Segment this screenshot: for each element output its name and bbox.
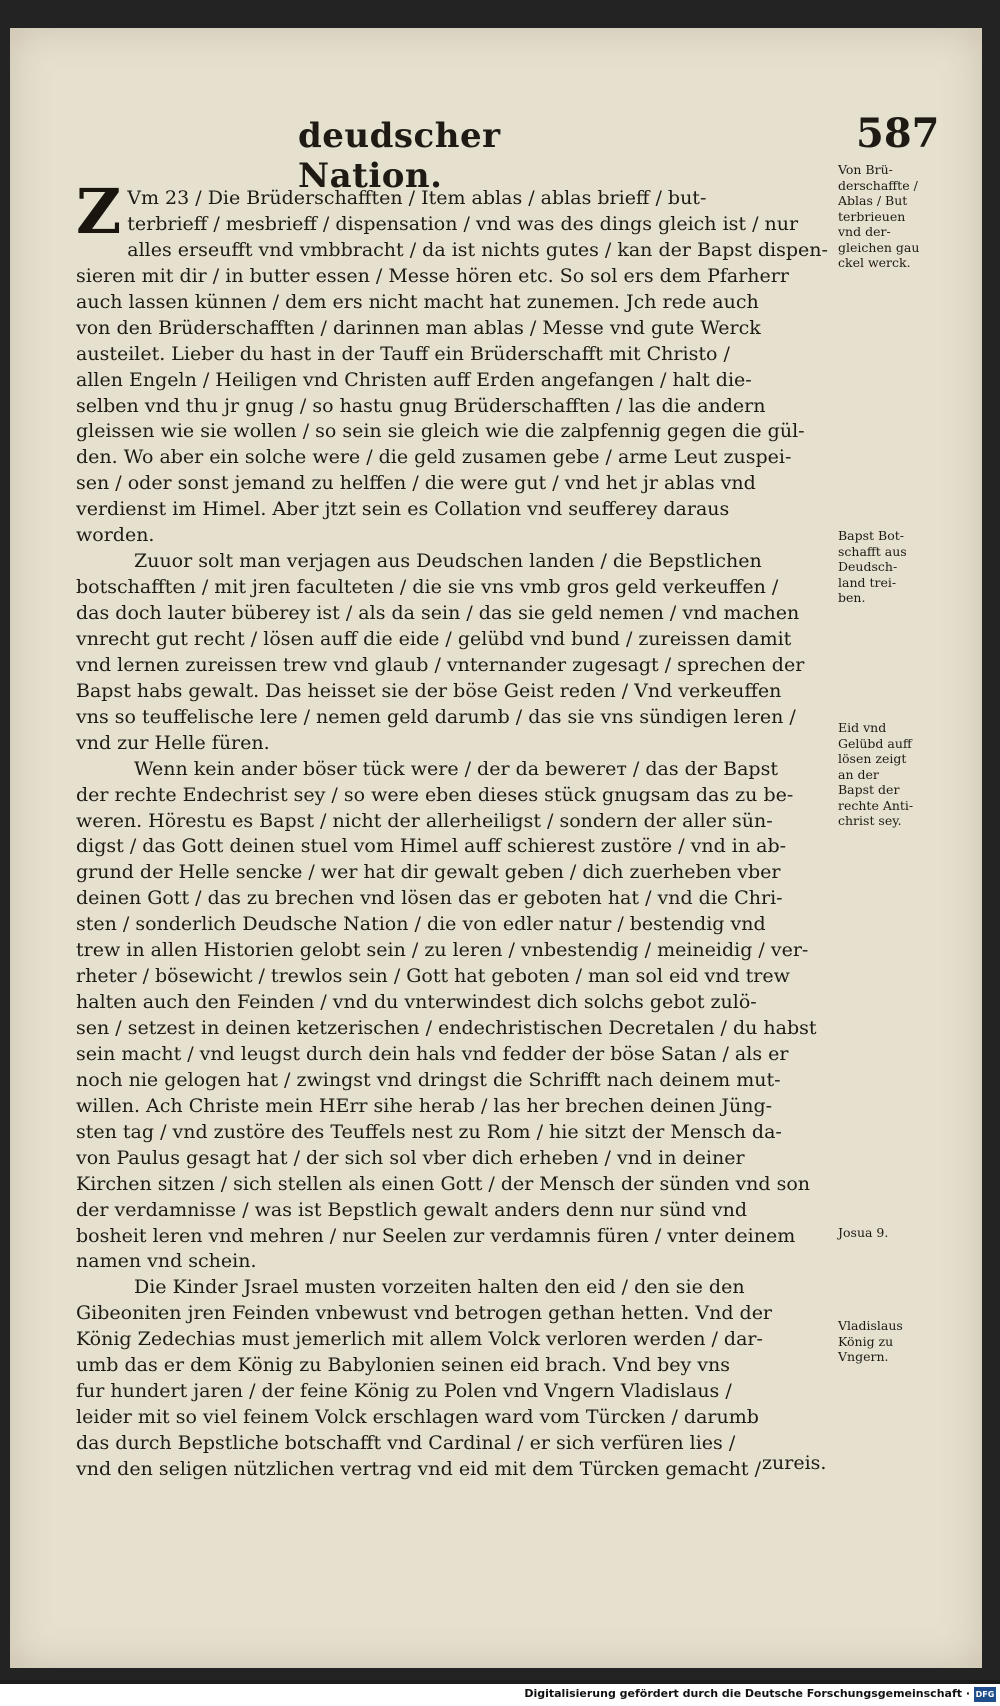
text-line: der verdamnisse / was ist Bepstlich gewalt anders denn nur sünd vnd <box>76 1198 748 1221</box>
text-line: bosheit leren vnd mehren / nur Seelen zur verdamnis füren / vnter deinem <box>76 1224 796 1247</box>
catchword: zureis. <box>762 1452 827 1474</box>
text-line: sieren mit dir / in butter essen / Messe hören etc. So sol ers dem Pfarherr <box>76 264 789 287</box>
text-line: trew in allen Historien gelobt sein / zu leren / vnbestendig / meineidig / ver- <box>76 939 809 962</box>
marginal-note-line: Von Brü- <box>838 162 893 177</box>
text-line: deinen Gott / das zu brechen vnd lösen das er geboten hat / vnd die Chri- <box>76 887 783 910</box>
text-line: fur hundert jaren / der feine König zu Polen vnd Vngern Vladislaus / <box>76 1380 732 1403</box>
marginal-note-line: Josua 9. <box>838 1225 889 1240</box>
text-line: Gibeoniten jren Feinden vnbewust vnd betrogen gethan hetten. Vnd der <box>76 1302 773 1325</box>
text-line: vns so teuffelische lere / nemen geld darumb / das sie vns sündigen leren / <box>76 705 796 728</box>
text-line: Bapst habs gewalt. Das heisset sie der böse Geist reden / Vnd verkeuffen <box>76 679 782 702</box>
text-line: vnd den seligen nützlichen vertrag vnd eid mit dem Türcken gemacht / <box>76 1457 761 1480</box>
text-line: leider mit so viel feinem Volck erschlagen ward vom Türcken / darumb <box>76 1406 759 1429</box>
marginal-note-2 <box>838 528 934 606</box>
text-line: botschafften / mit jren faculteten / die sie vns vmb gros geld verkeuffen / <box>76 576 779 599</box>
text-line: gleissen wie sie wollen / so sein sie gleich wie die zalpfennig gegen die gül- <box>76 420 805 443</box>
text-line: das doch lauter büberey ist / als da sein / das sie geld nemen / vnd machen <box>76 602 800 624</box>
paragraph-3 <box>76 757 834 1276</box>
marginal-note-4 <box>838 1225 934 1241</box>
text-line: weren. Hörestu es Bapst / nicht der allerheiligst / sondern der aller sün- <box>76 809 773 832</box>
marginal-note-line: terbrieuen <box>838 208 906 224</box>
marginal-note-line: Gelübd auff <box>838 735 912 751</box>
text-line: digst / das Gott deinen stuel vom Himel auff schierest zustöre / vnd in ab- <box>76 835 787 858</box>
marginal-note-3 <box>838 720 934 829</box>
text-line: allen Engeln / Heiligen vnd Christen auff Erden angefangen / halt die- <box>76 368 752 391</box>
paragraph-2 <box>76 549 834 757</box>
marginal-note-line: König zu <box>838 1333 894 1349</box>
marginal-note-line: Deudsch- <box>838 559 898 574</box>
marginal-note-line: vnd der- <box>838 224 891 239</box>
text-line: Zuuor solt man verjagen aus Deudschen landen / die Bepstlichen <box>134 550 762 573</box>
drop-capital: Z <box>76 175 122 248</box>
text-line: sten tag / vnd zustöre des Teuffels nest zu Rom / hie sitzt der Mensch da- <box>76 1120 782 1143</box>
dfg-logo-icon: DFG <box>974 1687 996 1702</box>
paragraph-1 <box>76 175 834 549</box>
marginal-note-line: derschaffte / <box>838 177 918 193</box>
text-line: Kirchen sitzen / sich stellen als einen Gott / der Mensch der sünden vnd son <box>76 1172 811 1195</box>
marginal-note-line: rechte Anti- <box>838 797 914 813</box>
marginal-note-line: gleichen gau <box>838 239 920 255</box>
digitization-footer <box>0 1684 1000 1706</box>
text-line: von Paulus gesagt hat / der sich sol vber dich erheben / vnd in deiner <box>76 1146 745 1169</box>
marginal-note-line: ben. <box>838 590 866 605</box>
text-line: den. Wo aber ein solche were / die geld zusamen gebe / arme Leut zuspei- <box>76 446 792 469</box>
marginal-note-line: christ sey. <box>838 813 902 828</box>
text-line: sein macht / vnd leugst durch dein hals vnd fedder der böse Satan / als er <box>76 1042 789 1065</box>
text-line: worden. <box>76 524 155 547</box>
funding-credit: Digitalisierung gefördert durch die Deutsche Forschungsgemeinschaft · <box>524 1687 970 1700</box>
text-line: von den Brüderschafften / darinnen man ablas / Messe vnd gute Werck <box>76 316 761 339</box>
marginal-note-1 <box>838 162 934 271</box>
text-line: das durch Bepstliche botschafft vnd Cardinal / er sich verfüren lies / <box>76 1432 736 1454</box>
marginal-note-line: schafft aus <box>838 543 907 559</box>
text-line: Die Kinder Jsrael musten vorzeiten halten den eid / den sie den <box>134 1276 745 1299</box>
text-line: austeilet. Lieber du hast in der Tauff ein Brüderschafft mit Christo / <box>76 342 730 365</box>
marginal-note-line: Eid vnd <box>838 720 887 735</box>
page-number: 587 <box>856 110 940 157</box>
main-text-block <box>76 175 834 1483</box>
text-line: Wenn kein ander böser tück were / der da bewerет / das der Bapst <box>134 757 778 780</box>
running-title: deudscher Nation. <box>298 116 501 196</box>
text-line: namen vnd schein. <box>76 1250 257 1273</box>
text-line: Vm 23 / Die Brüderschafften / Item ablas / ablas brieff / but- <box>127 187 707 209</box>
text-line: selben vnd thu jr gnug / so hastu gnug Brüderschafften / las die andern <box>76 394 766 417</box>
marginal-note-line: ckel werck. <box>838 255 911 270</box>
text-line: halten auch den Feinden / vnd du vnterwindest dich solchs gebot zulö- <box>76 991 757 1014</box>
marginal-note-line: an der <box>838 766 879 782</box>
marginal-note-5 <box>838 1318 934 1365</box>
marginal-note-line: Vladislaus <box>838 1318 903 1333</box>
paragraph-4 <box>76 1275 834 1483</box>
text-line: vnd zur Helle füren. <box>76 731 270 754</box>
text-line: der rechte Endechrist sey / so were eben dieses stück gnugsam das zu be- <box>76 783 794 806</box>
text-line: vnd lernen zureissen trew vnd glaub / vnternander zugesagt / sprechen der <box>76 653 805 676</box>
text-line: terbrieff / mesbrieff / dispensation / vnd was des dings gleich ist / nur <box>127 212 799 235</box>
text-line: sen / setzest in deinen ketzerischen / endechristischen Decretalen / du habst <box>76 1017 817 1039</box>
text-line: willen. Ach Christe mein HErr sihe herab / las her brechen deinen Jüng- <box>76 1094 773 1117</box>
marginal-note-line: Bapst Bot- <box>838 528 905 543</box>
text-line: König Zedechias must jemerlich mit allem Volck verloren werden / dar- <box>76 1328 763 1351</box>
marginal-note-line: land trei- <box>838 574 897 590</box>
marginal-note-line: Vngern. <box>838 1349 889 1364</box>
marginal-note-line: lösen zeigt <box>838 751 907 766</box>
marginal-note-line: Ablas / But <box>838 193 908 208</box>
text-line: rheter / bösewicht / trewlos sein / Gott hat geboten / man sol eid vnd trew <box>76 965 790 988</box>
text-line: grund der Helle sencke / wer hat dir gewalt geben / dich zuerheben vber <box>76 861 781 884</box>
text-line: auch lassen künnen / dem ers nicht macht hat zunemen. Jch rede auch <box>76 290 759 313</box>
text-line: umb das er dem König zu Babylonien seinen eid brach. Vnd bey vns <box>76 1354 730 1377</box>
text-line: sen / oder sonst jemand zu helffen / die were gut / vnd het jr ablas vnd <box>76 472 756 495</box>
text-line: sten / sonderlich Deudsche Nation / die von edler natur / bestendig vnd <box>76 913 766 936</box>
text-line: verdienst im Himel. Aber jtzt sein es Collation vnd seufferey daraus <box>76 498 730 521</box>
book-page <box>10 28 982 1668</box>
text-line: vnrecht gut recht / lösen auff die eide / gelübd vnd bund / zureissen damit <box>76 627 792 650</box>
text-line: noch nie gelogen hat / zwingst vnd dringst die Schrifft nach deinem mut- <box>76 1068 781 1091</box>
marginal-note-line: Bapst der <box>838 782 900 797</box>
text-line: alles erseufft vnd vmbbracht / da ist nichts gutes / kan der Bapst dispen- <box>127 238 828 261</box>
